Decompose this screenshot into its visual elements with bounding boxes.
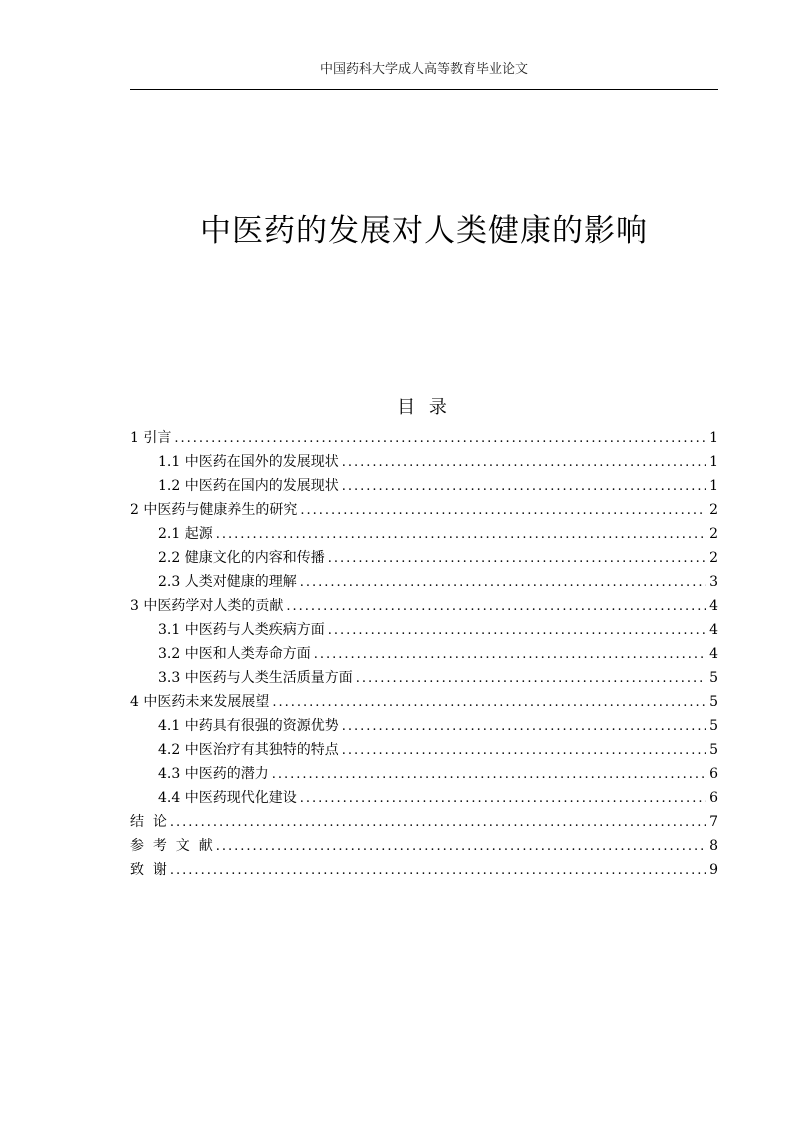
toc-entry-page: 5 [709,742,718,758]
toc-entry[interactable] [130,810,718,834]
toc-dot-leader [300,787,706,811]
toc-dot-leader [272,763,706,787]
toc-entry-page: 8 [709,838,718,854]
toc-entry-page: 7 [709,814,718,830]
toc-entry-page: 6 [709,766,718,782]
toc-entry-label: 4.3 中医药的潜力 [158,766,269,782]
toc-entry-page: 2 [709,526,718,542]
toc-entry-label: 3.2 中医和人类寿命方面 [158,646,311,662]
toc-entry[interactable] [130,522,718,546]
toc-entry[interactable] [130,786,718,810]
toc-entry-label: 1.2 中医药在国内的发展现状 [158,478,339,494]
toc-dot-leader [174,427,706,451]
toc-entry-label: 4 中医药未来发展展望 [130,694,270,710]
toc-entry-label: 2.1 起源 [158,526,213,542]
toc-entry-page: 2 [709,550,718,566]
toc-dot-leader [342,451,706,475]
toc-entry[interactable] [130,858,718,882]
toc-dot-leader [342,715,706,739]
toc-entry-page: 9 [709,862,718,878]
toc-entry-label: 结 论 [130,814,167,830]
toc-entry-label: 3.1 中医药与人类疾病方面 [158,622,325,638]
toc-entry-page: 5 [709,694,718,710]
toc-dot-leader [170,859,706,883]
toc-entry-label: 2.2 健康文化的内容和传播 [158,550,325,566]
toc-entry[interactable] [130,834,718,858]
toc-entry-label: 1.1 中医药在国外的发展现状 [158,454,339,470]
toc-entry-label: 致 谢 [130,862,167,878]
toc-dot-leader [342,475,706,499]
toc-entry-label: 3 中医药学对人类的贡献 [130,598,284,614]
toc-entry[interactable] [130,642,718,666]
toc-entry-page: 1 [709,478,718,494]
toc-dot-leader [356,667,706,691]
toc-entry[interactable] [130,450,718,474]
toc-entry[interactable] [130,546,718,570]
toc-entry-page: 4 [709,598,718,614]
toc-entry[interactable] [130,474,718,498]
header-divider [130,89,718,90]
toc-entry[interactable] [130,570,718,594]
toc-entry-page: 2 [709,502,718,518]
toc-entry[interactable] [130,498,718,522]
toc-dot-leader [314,643,706,667]
table-of-contents [130,426,718,882]
toc-entry-page: 1 [709,454,718,470]
toc-dot-leader [272,691,706,715]
toc-entry-label: 4.2 中医治疗有其独特的特点 [158,742,339,758]
toc-entry[interactable] [130,738,718,762]
toc-entry-page: 1 [709,430,718,446]
running-header: 中国药科大学成人高等教育毕业论文 [319,62,528,77]
toc-entry-page: 5 [709,718,718,734]
toc-entry[interactable] [130,714,718,738]
toc-entry-page: 5 [709,670,718,686]
toc-entry-page: 4 [709,646,718,662]
toc-entry[interactable] [130,594,718,618]
toc-entry-label: 2 中医药与健康养生的研究 [130,502,298,518]
toc-entry[interactable] [130,618,718,642]
toc-entry[interactable] [130,690,718,714]
toc-entry[interactable] [130,762,718,786]
toc-dot-leader [300,499,706,523]
toc-entry-label: 1 引言 [130,430,172,446]
toc-entry-label: 4.4 中医药现代化建设 [158,790,297,806]
toc-dot-leader [216,523,706,547]
toc-dot-leader [170,811,706,835]
toc-dot-leader [342,739,706,763]
toc-entry-page: 6 [709,790,718,806]
toc-dot-leader [216,835,706,859]
toc-entry-page: 3 [709,574,718,590]
toc-dot-leader [300,571,706,595]
toc-entry-label: 3.3 中医药与人类生活质量方面 [158,670,353,686]
toc-entry-page: 4 [709,622,718,638]
toc-dot-leader [328,547,706,571]
toc-entry-label: 4.1 中药具有很强的资源优势 [158,718,339,734]
toc-entry-label: 参 考 文 献 [130,838,213,854]
toc-dot-leader [328,619,706,643]
toc-entry[interactable] [130,426,718,450]
toc-dot-leader [286,595,706,619]
toc-entry-label: 2.3 人类对健康的理解 [158,574,297,590]
toc-entry[interactable] [130,666,718,690]
toc-heading: 目 录 [397,397,451,418]
document-title: 中医药的发展对人类健康的影响 [200,213,648,249]
